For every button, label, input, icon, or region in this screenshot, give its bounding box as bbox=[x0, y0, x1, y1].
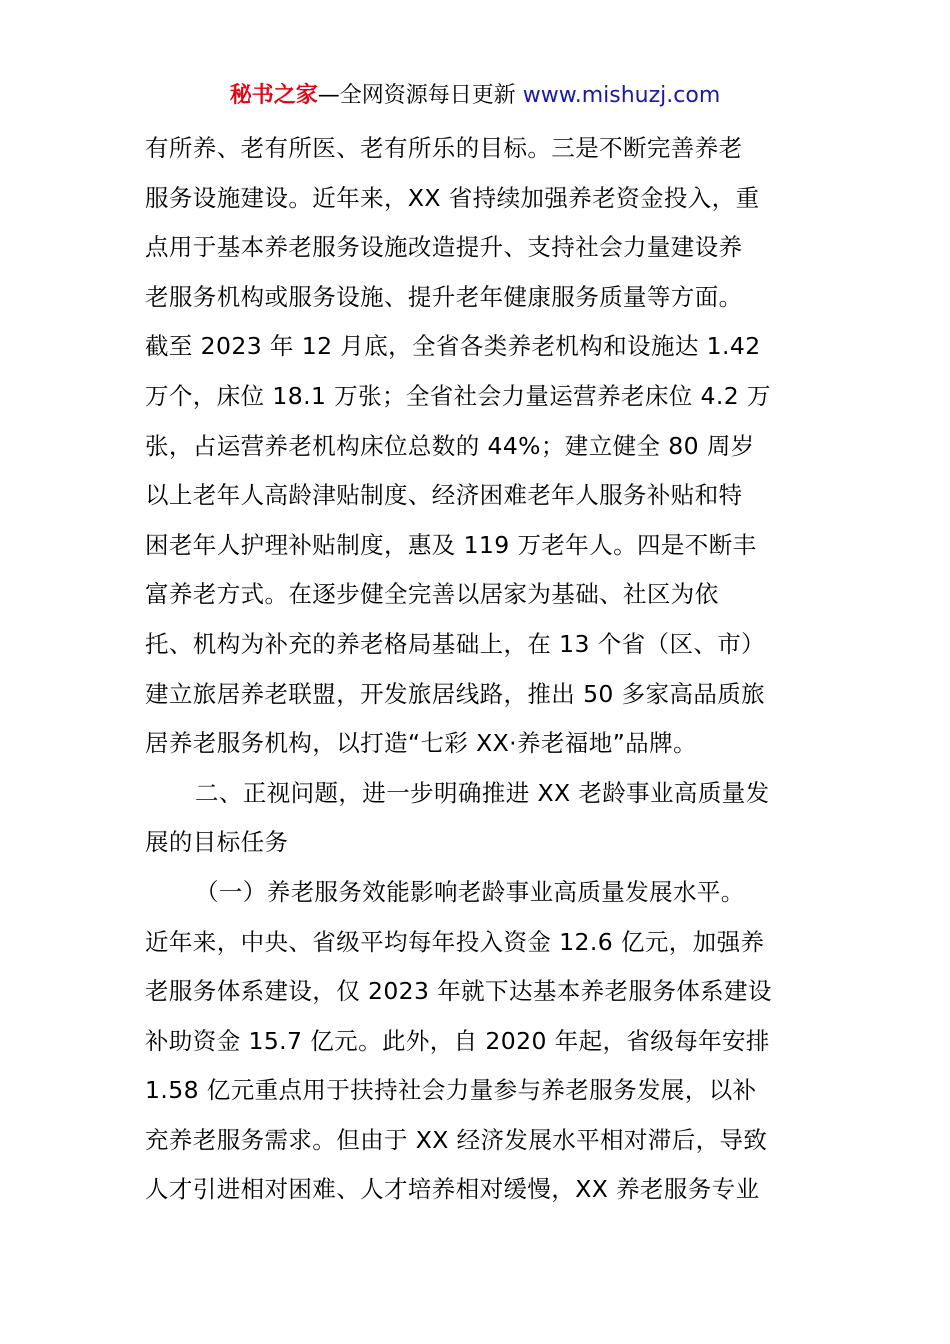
body-line: 有所养、老有所医、老有所乐的目标。三是不断完善养老 bbox=[145, 134, 743, 162]
body-line: 点用于基本养老服务设施改造提升、支持社会力量建设养 bbox=[145, 233, 743, 262]
site-url-link[interactable]: www.mishuzj.com bbox=[522, 83, 721, 108]
body-line: 富养老方式。在逐步健全完善以居家为基础、社区为依 bbox=[145, 580, 719, 609]
body-line: 万个，床位 18.1 万张；全省社会力量运营养老床位 4.2 万 bbox=[145, 381, 771, 410]
body-line: 居养老服务机构，以打造“七彩 XX·养老福地”品牌。 bbox=[145, 729, 697, 758]
body-line: 近年来，中央、省级平均每年投入资金 12.6 亿元，加强养 bbox=[145, 927, 765, 956]
document-body bbox=[145, 124, 810, 1215]
subsection-heading-line: （一）养老服务效能影响老龄事业高质量发展水平。 bbox=[195, 877, 745, 906]
body-line: 建立旅居养老联盟，开发旅居线路，推出 50 多家高品质旅 bbox=[145, 679, 766, 708]
body-line: 1.58 亿元重点用于扶持社会力量参与养老服务发展，以补 bbox=[145, 1076, 757, 1105]
body-line: 托、机构为补充的养老格局基础上，在 13 个省（区、市） bbox=[145, 629, 766, 658]
site-header bbox=[0, 80, 950, 112]
body-line: 人才引进相对困难、人才培养相对缓慢，XX 养老服务专业 bbox=[145, 1175, 760, 1204]
body-line: 充养老服务需求。但由于 XX 经济发展水平相对滞后，导致 bbox=[145, 1125, 768, 1154]
body-line: 补助资金 15.7 亿元。此外，自 2020 年起，省级每年安排 bbox=[145, 1026, 770, 1055]
body-line: 截至 2023 年 12 月底，全省各类养老机构和设施达 1.42 bbox=[145, 332, 761, 361]
body-line: 以上老年人高龄津贴制度、经济困难老年人服务补贴和特 bbox=[145, 481, 743, 510]
header-tagline: —全网资源每日更新 bbox=[317, 83, 523, 108]
body-line: 老服务机构或服务设施、提升老年健康服务质量等方面。 bbox=[145, 282, 743, 311]
brand-name: 秘书之家 bbox=[229, 83, 318, 108]
section-heading-line: 展的目标任务 bbox=[145, 828, 289, 857]
body-line: 老服务体系建设，仅 2023 年就下达基本养老服务体系建设 bbox=[145, 977, 772, 1006]
body-line: 困老年人护理补贴制度，惠及 119 万老年人。四是不断丰 bbox=[145, 530, 757, 559]
body-line: 张，占运营养老机构床位总数的 44%；建立健全 80 周岁 bbox=[145, 431, 755, 460]
body-line: 服务设施建设。近年来，XX 省持续加强养老资金投入，重 bbox=[145, 183, 760, 212]
section-heading-line: 二、正视问题，进一步明确推进 XX 老龄事业高质量发 bbox=[195, 778, 770, 807]
